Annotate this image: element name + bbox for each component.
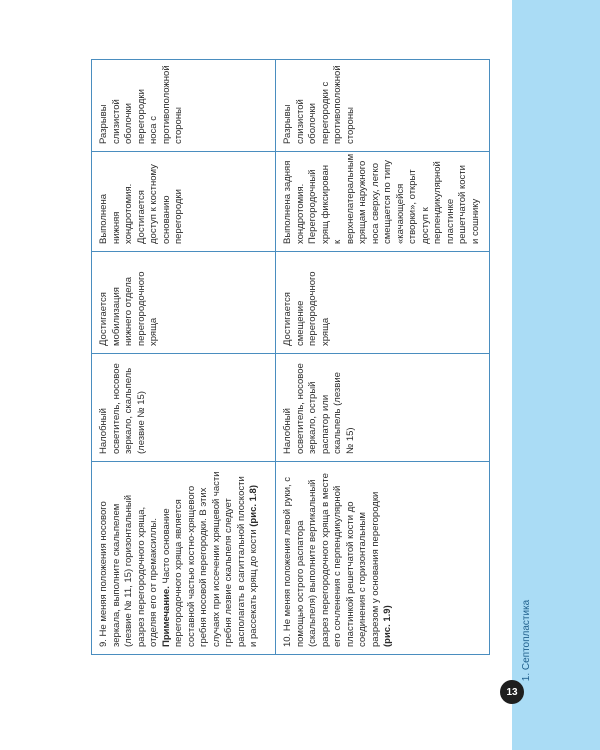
page-number: 13 <box>506 686 518 698</box>
step-text: 9. Не меняя положения носового зеркала, выполните скальпелем (лезвие № 11, 15) горизонтальный разрез перегородочного хряща, отделяя его от премаксиллы. <box>98 494 160 647</box>
table-row <box>92 60 276 655</box>
note-text: Часто основание перегородочного хряща является составной частью костно-хрящевого гребня носовой перегородки. В этих случаях при иссечении хрящевой части гребня лезвие скальпеля следует располагать в сагиттальной плоскости и рассекать хрящ до кости <box>160 471 260 647</box>
chapter-label <box>519 599 535 681</box>
step-cell <box>276 462 490 655</box>
goal-cell: Достигается смещение перегородочного хряща <box>276 252 490 354</box>
procedure-table <box>91 59 490 655</box>
result-cell: Выполнена задняя хондротомия. Перегородочный хрящ фиксирован к верхнелатеральным хрящам наружного носа сверху, легко смещается по типу «качающейся створки», открыт доступ к перпендикулярной пластинке решетчатой кости и сошнику <box>276 152 490 252</box>
complication-cell: Разрывы слизистой оболочки перегородки с противоположной стороны <box>276 60 490 152</box>
figure-ref: (рис. 1.9) <box>382 605 394 647</box>
instruments-cell: Налобный осветитель, носовое зеркало, скальпель (лезвие № 15) <box>92 354 276 462</box>
page-number-badge <box>500 680 524 704</box>
goal-cell: Достигается мобилизация нижнего отдела перегородочного хряща <box>92 252 276 354</box>
complication-cell: Разрывы слизистой оболочки перегородки носа с противоположной стороны <box>92 60 276 152</box>
note-label: Примечание. <box>160 586 172 647</box>
step-cell <box>92 462 276 655</box>
figure-ref: (рис. 1.8) <box>248 484 260 527</box>
chapter-title: 1. Септопластика <box>521 599 533 681</box>
step-text: 10. Не меняя положения левой руки, с помощью острого распатора (скальпеля) выполните вертикальный разрез перегородочного хряща в месте его сочленения с перпендикулярной пластинкой решетчатой кости до соединения с горизонтальным разрезом у основания перегородки <box>282 473 381 647</box>
result-cell: Выполнена нижняя хондротомия. Достигается доступ к костному основанию перегородки <box>92 152 276 252</box>
table-row <box>276 60 490 655</box>
procedure-table-wrap <box>91 60 481 655</box>
instruments-cell: Налобный осветитель, носовое зеркало, острый распатор или скальпель (лезвие № 15) <box>276 354 490 462</box>
